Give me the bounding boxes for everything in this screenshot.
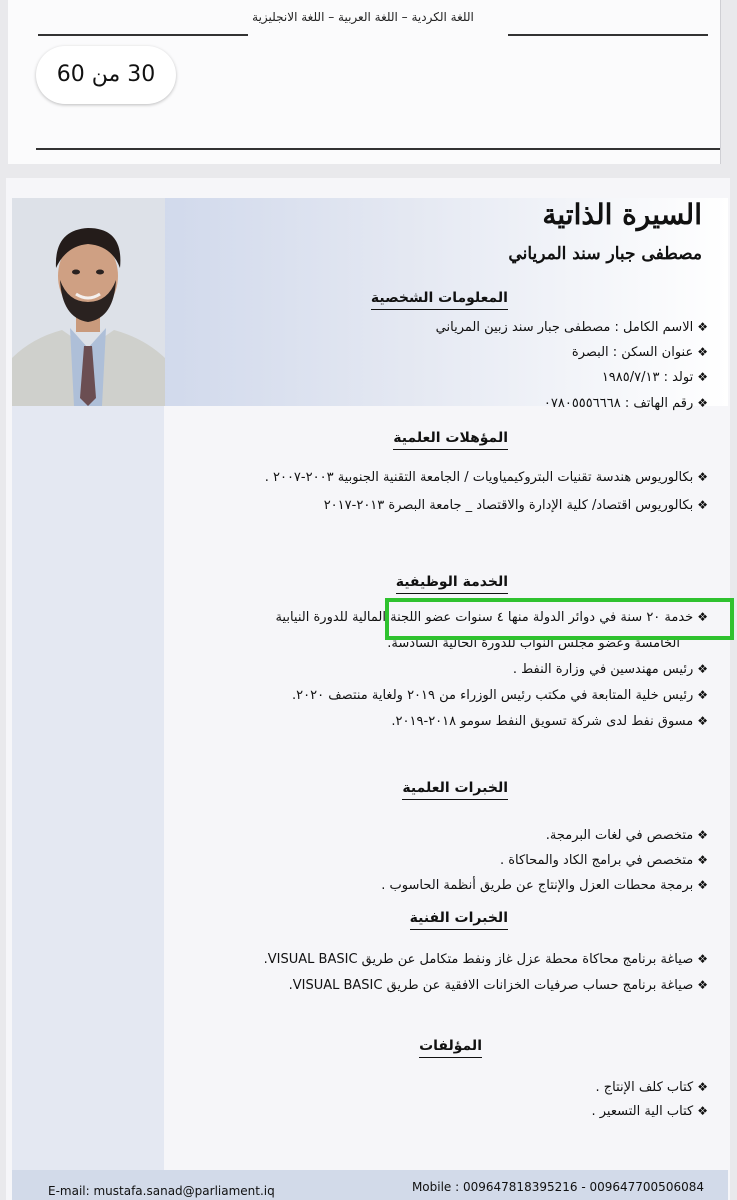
list-item: ❖مسوق نفط لدى شركة تسويق النفط سومو ٢٠١٨-٢٠١٩. [391,714,708,729]
previous-page [8,0,721,164]
list-item: ❖صياغة برنامج محاكاة محطة عزل غاز ونفط متكامل عن طريق VISUAL BASIC. [263,952,708,967]
bullet-icon: ❖ [697,396,708,410]
bullet-icon: ❖ [697,610,708,624]
bullet-icon: ❖ [697,688,708,702]
section-personal-heading: المعلومات الشخصية [371,290,508,310]
profile-photo [12,198,165,406]
cv-title: السيرة الذاتية [542,198,702,231]
page-indicator: 30 من 60 [36,46,176,104]
section-technical-heading: الخبرات الفنية [410,910,508,930]
section-publications-heading: المؤلفات [419,1038,482,1058]
list-item: ❖رئيس خلية المتابعة في مكتب رئيس الوزراء من ٢٠١٩ ولغاية منتصف ٢٠٢٠. [292,688,708,703]
list-item: ❖تولد : ١٩٨٥/٧/١٣ [601,370,708,385]
list-item: ❖متخصص في برامج الكاد والمحاكاة . [499,853,708,868]
side-band [12,406,164,1186]
cv-page [6,178,730,1200]
list-item: ❖عنوان السكن : البصرة [571,345,708,360]
bullet-icon: ❖ [697,952,708,966]
bullet-icon: ❖ [697,714,708,728]
list-item: ❖صياغة برنامج حساب صرفيات الخزانات الافقية عن طريق VISUAL BASIC. [288,978,708,993]
divider [508,34,708,36]
list-item: ❖بكالوريوس هندسة تقنيات البتروكيمياويات / الجامعة التقنية الجنوبية ٢٠٠٣-٢٠٠٧ . [264,470,708,485]
bullet-icon: ❖ [697,498,708,512]
section-scientific-heading: الخبرات العلمية [402,780,508,800]
divider [38,34,248,36]
highlight-box [385,598,734,640]
footer-email: E-mail: mustafa.sanad@parliament.iq [48,1184,275,1198]
divider [36,148,720,150]
section-qualifications-heading: المؤهلات العلمية [393,430,508,450]
bullet-icon: ❖ [697,1080,708,1094]
list-item: ❖كتاب كلف الإنتاج . [595,1080,708,1095]
list-item: ❖متخصص في لغات البرمجة. [545,828,708,843]
bullet-icon: ❖ [697,828,708,842]
languages-line: اللغة الكردية – اللغة العربية – اللغة الانجليزية [252,10,474,24]
bullet-icon: ❖ [697,370,708,384]
bullet-icon: ❖ [697,978,708,992]
list-item: ❖رقم الهاتف : ٠٧٨٠٥٥٥٦٦٦٨ [543,396,708,411]
footer-mobile: Mobile : 009647818395216 - 009647700506084 [411,1180,704,1194]
section-service-heading: الخدمة الوظيفية [396,574,508,594]
bullet-icon: ❖ [697,345,708,359]
bullet-icon: ❖ [697,853,708,867]
list-item: ❖كتاب الية التسعير . [591,1104,708,1119]
list-item: ❖برمجة محطات العزل والإنتاج عن طريق أنظمة الحاسوب . [381,878,708,893]
bullet-icon: ❖ [697,878,708,892]
list-item: ❖بكالوريوس اقتصاد/ كلية الإدارة والاقتصاد _ جامعة البصرة ٢٠١٣-٢٠١٧ [323,498,708,513]
list-item: ❖الاسم الكامل : مصطفى جبار سند زبين المرياني [435,320,708,335]
bullet-icon: ❖ [697,470,708,484]
bullet-icon: ❖ [697,662,708,676]
bullet-icon: ❖ [697,320,708,334]
list-item: ❖رئيس مهندسين في وزارة النفط . [512,662,708,677]
bullet-icon: ❖ [697,1104,708,1118]
list-item: ❖خدمة ٢٠ سنة في دوائر الدولة منها ٤ سنوات عضو اللجنة المالية للدورة النيابية [275,610,708,625]
list-item-continuation: الخامسة وعضو مجلس النواب للدورة الحالية السادسة. [387,636,680,651]
cv-name: مصطفى جبار سند المرياني [508,244,702,264]
